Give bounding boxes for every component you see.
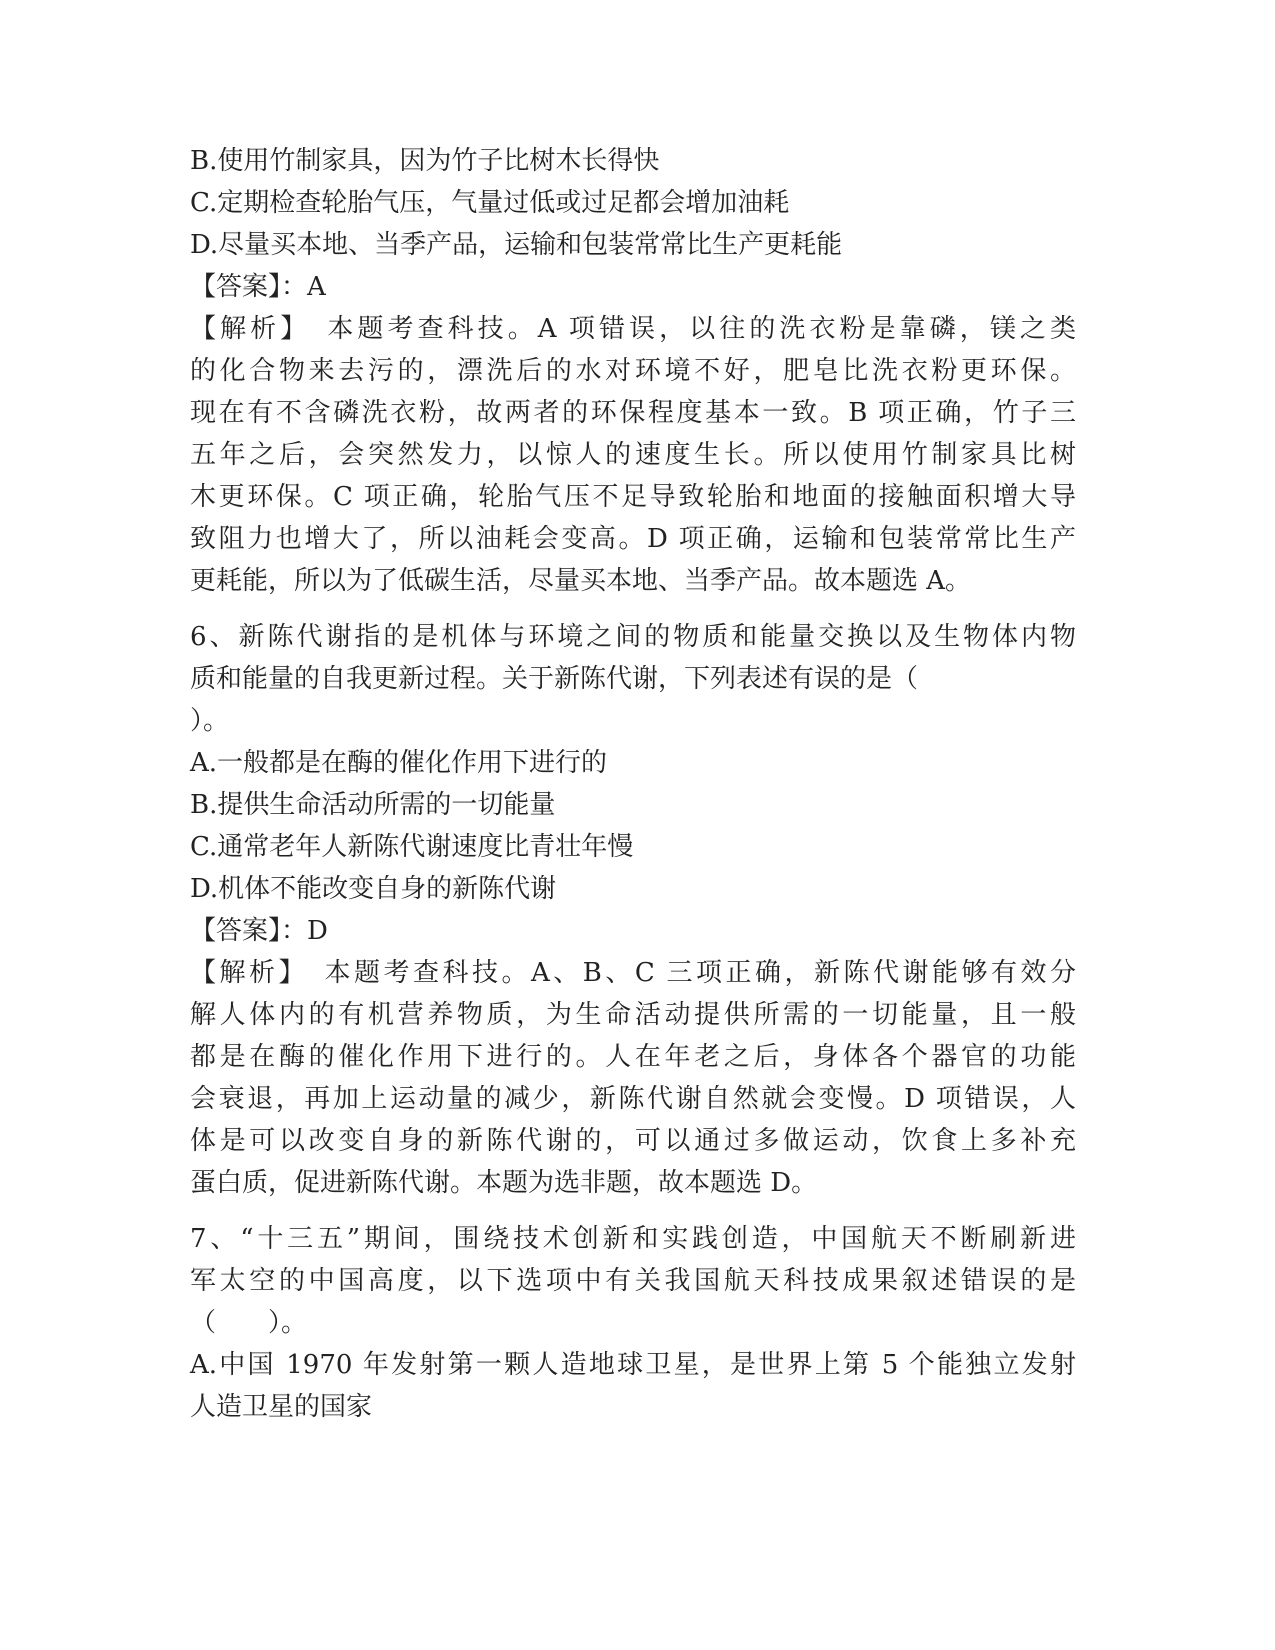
q7-stem-line: 军太空的中国高度，以下选项中有关我国航天科技成果叙述错误的是 (190, 1266, 1076, 1296)
q6-analysis-line: 【解析】 本题考查科技。A、B、C 三项正确，新陈代谢能够有效分 (190, 958, 1076, 988)
q5-analysis-line: 现在有不含磷洗衣粉，故两者的环保程度基本一致。B 项正确，竹子三 (190, 398, 1076, 428)
q6-analysis-line: 会衰退，再加上运动量的减少，新陈代谢自然就会变慢。D 项错误，人 (190, 1084, 1076, 1114)
q6-analysis-line: 体是可以改变自身的新陈代谢的，可以通过多做运动，饮食上多补充 (190, 1126, 1076, 1156)
q5-analysis-line: 木更环保。C 项正确，轮胎气压不足导致轮胎和地面的接触面积增大导 (190, 482, 1076, 512)
q5-analysis-line: 更耗能，所以为了低碳生活，尽量买本地、当季产品。故本题选 A。 (190, 566, 972, 596)
q5-option-b: B.使用竹制家具，因为竹子比树木长得快 (190, 146, 660, 176)
q5-answer: 【答案】：A (190, 272, 326, 302)
q6-answer: 【答案】：D (190, 916, 328, 946)
q5-analysis-line: 的化合物来去污的，漂洗后的水对环境不好，肥皂比洗衣粉更环保。 (190, 356, 1076, 386)
q6-analysis-line: 都是在酶的催化作用下进行的。人在年老之后，身体各个器官的功能 (190, 1042, 1076, 1072)
q5-option-c: C.定期检查轮胎气压，气量过低或过足都会增加油耗 (190, 188, 790, 218)
q6-option-d: D.机体不能改变自身的新陈代谢 (190, 874, 557, 904)
q6-stem-line: 质和能量的自我更新过程。关于新陈代谢，下列表述有误的是（ (190, 664, 919, 694)
q5-analysis-line: 致阻力也增大了，所以油耗会变高。D 项正确，运输和包装常常比生产 (190, 524, 1076, 554)
q7-stem-line: 7、“十三五”期间，围绕技术创新和实践创造，中国航天不断刷新进 (190, 1224, 1076, 1254)
q5-analysis-line: 五年之后，会突然发力，以惊人的速度生长。所以使用竹制家具比树 (190, 440, 1076, 470)
q5-analysis-line: 【解析】 本题考查科技。A 项错误，以往的洗衣粉是靠磷，镁之类 (190, 314, 1076, 344)
q6-stem-line: ）。 (190, 706, 230, 736)
q7-option-a-line: 人造卫星的国家 (190, 1392, 373, 1422)
q6-option-b: B.提供生命活动所需的一切能量 (190, 790, 556, 820)
q7-option-a-line: A.中国 1970 年发射第一颗人造地球卫星，是世界上第 5 个能独立发射 (190, 1350, 1076, 1380)
q5-option-d: D.尽量买本地、当季产品，运输和包装常常比生产更耗能 (190, 230, 843, 260)
q6-stem-line: 6、新陈代谢指的是机体与环境之间的物质和能量交换以及生物体内物 (190, 622, 1076, 652)
q6-analysis-line: 解人体内的有机营养物质，为生命活动提供所需的一切能量，且一般 (190, 1000, 1076, 1030)
q6-option-a: A.一般都是在酶的催化作用下进行的 (190, 748, 608, 778)
q7-stem-line: （ ）。 (190, 1308, 308, 1338)
q6-option-c: C.通常老年人新陈代谢速度比青壮年慢 (190, 832, 634, 862)
q6-analysis-line: 蛋白质，促进新陈代谢。本题为选非题，故本题选 D。 (190, 1168, 818, 1198)
